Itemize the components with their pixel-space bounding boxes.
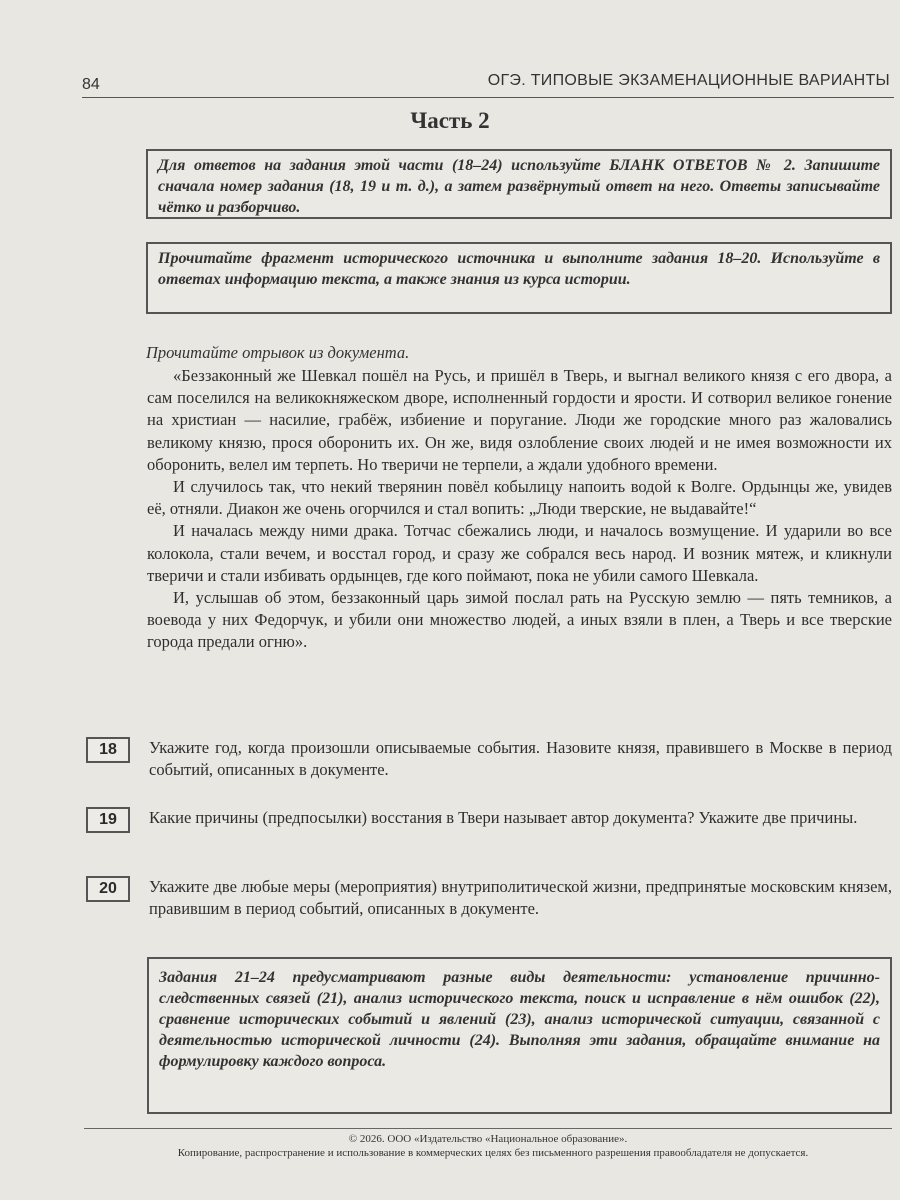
- running-header: ОГЭ. ТИПОВЫЕ ЭКЗАМЕНАЦИОННЫЕ ВАРИАНТЫ: [487, 72, 890, 89]
- task-number-box: 19: [86, 807, 130, 833]
- task-text: Укажите две любые меры (мероприятия) внутриполитической жизни, предпринятые московским князем, правившим в период событий, описанных в документе.: [149, 877, 892, 918]
- instructions-box: [146, 149, 892, 219]
- page-number: 84: [82, 76, 100, 93]
- tasks-21-24-note-text: Задания 21–24 предусматривают разные виды деятельности: установление причинно-следственных связей (21), анализ исторического текста, поиск и исправление в нём ошибок (22), сравнение исторических событий и явлений (23), анализ исторической ситуации, связанной с деятельностью исторической личности (24). Выполняя эти задания, обращайте внимание на формулировку каждого вопроса.: [159, 969, 880, 1070]
- task-text: Укажите год, когда произошли описываемые события. Назовите князя, правившего в Москве в период событий, описанных в документе.: [149, 738, 892, 779]
- part-title: Часть 2: [410, 108, 490, 133]
- document-paragraph: И началась между ними драка. Тотчас сбежались люди, и началось возмущение. И ударили во все колокола, стали вечем, и восстал город, и сразу же собрался весь народ. И возник мятеж, и кликнули тверичи и стали избивать ордынцев, где кого поймают, пока не убили самого Шевкала.: [147, 521, 892, 585]
- footer-copyright: © 2026. ООО «Издательство «Национальное образование».: [348, 1133, 628, 1145]
- footer-notice: Копирование, распространение и использование в коммерческих целях без письменного разрешения правообладателя не допускается.: [177, 1147, 809, 1159]
- tasks-21-24-note-box: [147, 957, 892, 1114]
- document-paragraph: И, услышав об этом, беззаконный царь зимой послал рать на Русскую землю — пять темников, а воевода у них Федорчук, и убили они множество людей, а иных взяли в плен, а Тверь и все тверские города предали огню».: [147, 588, 892, 652]
- instructions-text: Для ответов на задания этой части (18–24) используйте БЛАНК ОТВЕТОВ № 2. Запишите сначала номер задания (18, 19 и т. д.), а затем развёрнутый ответ на него. Ответы записывайте чётко и разборчиво.: [158, 157, 880, 216]
- header-divider: [82, 97, 894, 98]
- source-instruction-text: Прочитайте фрагмент исторического источника и выполните задания 18–20. Используйте в ответах информацию текста, а также знания из курса истории.: [158, 250, 880, 288]
- document-paragraph: «Беззаконный же Шевкал пошёл на Русь, и пришёл в Тверь, и выгнал великого князя с его двора, а сам поселился на великокняжеском дворе, исполненный гордости и ярости. И сотворил великое гонение на христиан — насилие, грабёж, избиение и поругание. Люди же городские много раз жаловались великому князю, прося оборонить их. Он же, видя озлобление своих людей и не имея возможности их оборонить, велел им терпеть. Но тверичи не терпели, а ждали удобного времени.: [147, 366, 892, 474]
- task-number-box: 20: [86, 876, 130, 902]
- document-intro: Прочитайте отрывок из документа.: [146, 343, 410, 362]
- document-paragraph: И случилось так, что некий тверянин повёл кобылицу напоить водой к Волге. Ордынцы же, увидев её, отняли. Диакон же очень огорчился и стал вопить: „Люди тверские, не выдавайте!“: [147, 477, 892, 519]
- document-excerpt: [147, 365, 892, 654]
- task-number-box: 18: [86, 737, 130, 763]
- footer-divider: [84, 1128, 892, 1129]
- task-text: Какие причины (предпосылки) восстания в Твери называет автор документа? Укажите две причины.: [149, 808, 858, 827]
- source-instruction-box: [146, 242, 892, 314]
